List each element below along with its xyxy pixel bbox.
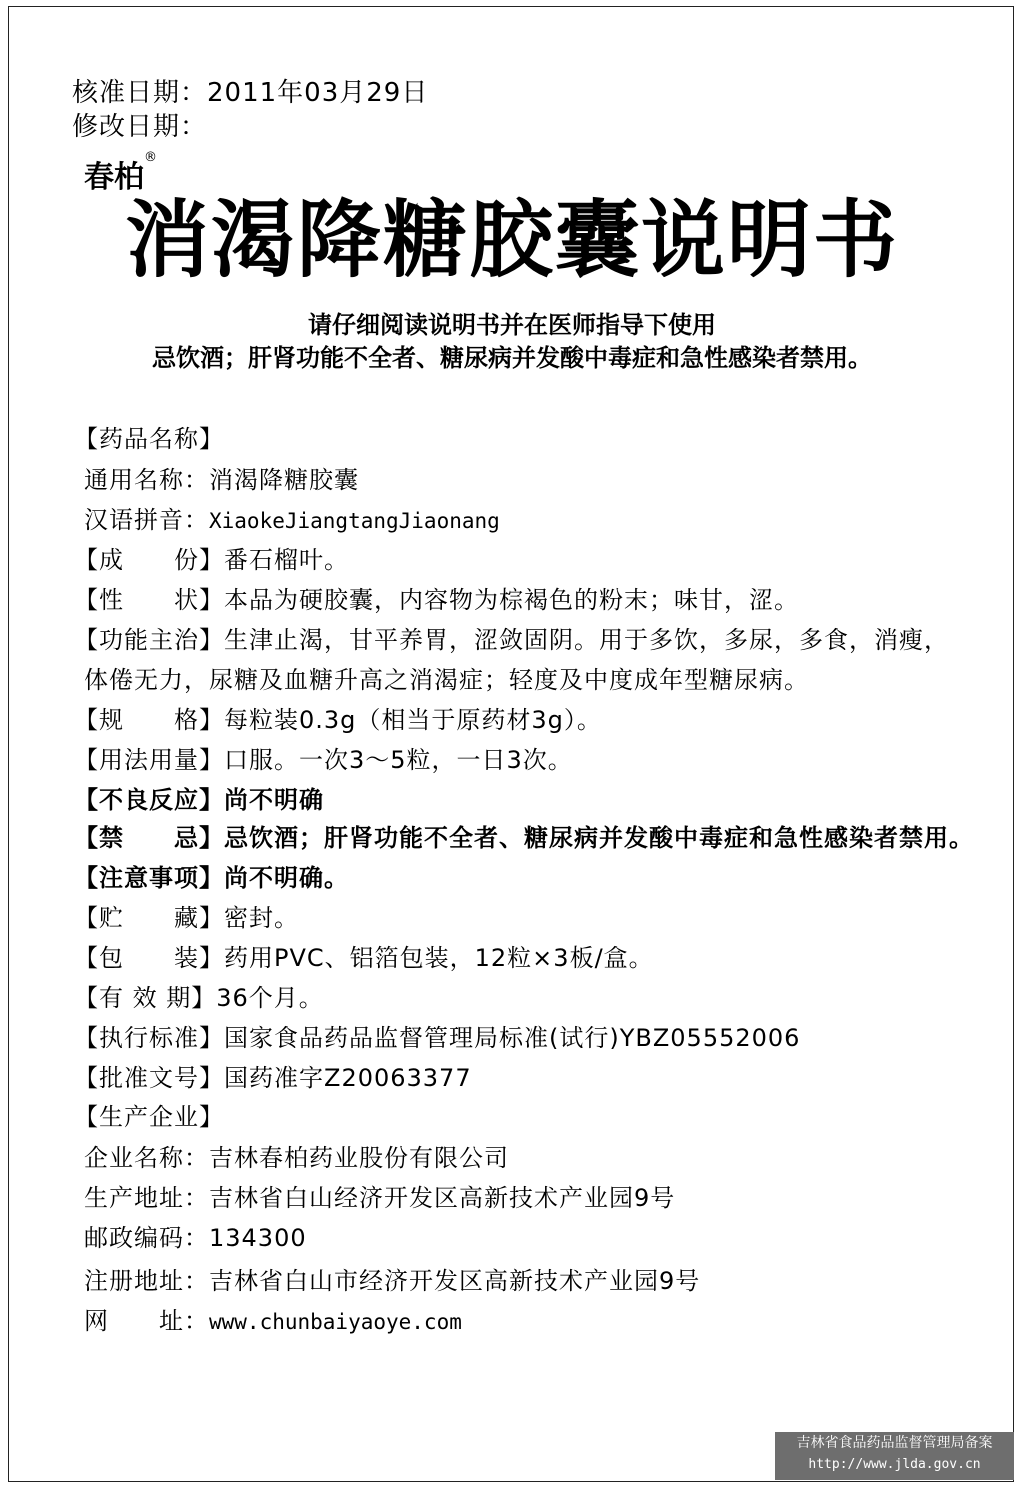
- pinyin-row: [84, 505, 500, 536]
- approval-number-heading: 【批准文号】: [74, 1064, 224, 1092]
- registered-address-row: [84, 1266, 700, 1296]
- generic-name-label: 通用名称：: [84, 466, 209, 494]
- usage-notice: 请仔细阅读说明书并在医师指导下使用: [308, 311, 716, 339]
- contraindication-row: [74, 823, 974, 853]
- validity-heading: 【有 效 期】: [74, 984, 217, 1012]
- filing-watermark: [775, 1432, 1014, 1480]
- brand-name: 春柏: [84, 160, 144, 195]
- registered-mark: ®: [144, 150, 157, 165]
- storage-heading: 【贮 藏】: [74, 904, 224, 932]
- character-heading: 【性 状】: [74, 586, 224, 614]
- standard-row: [74, 1023, 800, 1053]
- usage: 口服。一次3～5粒，一日3次。: [224, 746, 573, 774]
- pinyin-label: 汉语拼音：: [84, 506, 209, 534]
- revision-date-label: 修改日期：: [72, 112, 208, 142]
- usage-heading: 【用法用量】: [74, 746, 224, 774]
- generic-name: 消渴降糖胶囊: [209, 466, 359, 494]
- filing-authority: 吉林省食品药品监督管理局备案: [796, 1435, 993, 1451]
- ingredients-heading: 【成 份】: [74, 546, 224, 574]
- usage-row: [74, 745, 573, 775]
- pinyin: XiaokeJiangtangJiaonang: [209, 509, 500, 533]
- function-row: [74, 625, 949, 655]
- generic-name-row: [84, 465, 359, 495]
- ingredients: 番石榴叶。: [224, 546, 349, 574]
- registered-address: 吉林省白山市经济开发区高新技术产业园9号: [209, 1267, 701, 1295]
- postcode-label: 邮政编码：: [84, 1224, 209, 1252]
- company: 吉林春柏药业股份有限公司: [209, 1144, 509, 1172]
- package: 药用PVC、铝箔包装，12粒×3板/盒。: [224, 944, 654, 972]
- standard-heading: 【执行标准】: [74, 1024, 224, 1052]
- company-label: 企业名称：: [84, 1144, 209, 1172]
- approval-date-line: [72, 78, 428, 108]
- ingredients-row: [74, 545, 349, 575]
- address-label: 生产地址：: [84, 1184, 209, 1212]
- approval-number-row: [74, 1063, 472, 1093]
- filing-url: http://www.jlda.gov.cn: [808, 1457, 981, 1472]
- precautions-heading: 【注意事项】: [74, 864, 224, 892]
- website-label: 网 址：: [84, 1307, 209, 1335]
- spec-row: [74, 705, 602, 735]
- adverse-heading: 【不良反应】: [74, 786, 224, 814]
- spec: 每粒装0.3g（相当于原药材3g）。: [224, 706, 602, 734]
- storage: 密封。: [224, 904, 299, 932]
- registered-address-label: 注册地址：: [84, 1267, 209, 1295]
- company-row: [84, 1143, 509, 1173]
- adverse: 尚不明确: [224, 786, 324, 814]
- precautions-row: [74, 863, 349, 893]
- top-warning: 忌饮酒；肝肾功能不全者、糖尿病并发酸中毒症和急性感染者禁用。: [152, 344, 872, 372]
- function-line-2: 体倦无力，尿糖及血糖升高之消渴症；轻度及中度成年型糖尿病。: [84, 666, 809, 694]
- approval-date: 2011年03月29日: [207, 78, 429, 108]
- approval-date-label: 核准日期：: [72, 78, 208, 108]
- package-heading: 【包 装】: [74, 944, 224, 972]
- package-row: [74, 943, 654, 973]
- postcode: 134300: [209, 1224, 307, 1252]
- approval-number: 国药准字Z20063377: [224, 1064, 472, 1092]
- document-title: 消渴降糖胶囊说明书: [124, 191, 899, 289]
- spec-heading: 【规 格】: [74, 706, 224, 734]
- standard: 国家食品药品监督管理局标准(试行)YBZ05552006: [224, 1024, 801, 1052]
- address: 吉林省白山经济开发区高新技术产业园9号: [209, 1184, 676, 1212]
- contraindication-heading: 【禁 忌】: [74, 824, 224, 852]
- contraindication: 忌饮酒；肝肾功能不全者、糖尿病并发酸中毒症和急性感染者禁用。: [224, 824, 974, 852]
- website-row: [84, 1306, 462, 1337]
- address-row: [84, 1183, 675, 1213]
- website: www.chunbaiyaoye.com: [209, 1310, 462, 1334]
- revision-date-line: [72, 112, 207, 142]
- function-heading: 【功能主治】: [74, 626, 224, 654]
- postcode-row: [84, 1223, 307, 1253]
- drug-name-heading: 【药品名称】: [74, 425, 224, 453]
- storage-row: [74, 903, 299, 933]
- adverse-row: [74, 785, 324, 815]
- character-row: [74, 585, 799, 615]
- validity: 36个月。: [216, 984, 324, 1012]
- function-line-1: 生津止渴，甘平养胃，涩敛固阴。用于多饮，多尿，多食，消瘦，: [224, 626, 949, 654]
- manufacturer-heading: 【生产企业】: [74, 1103, 224, 1131]
- validity-row: [74, 983, 324, 1013]
- precautions: 尚不明确。: [224, 864, 349, 892]
- character: 本品为硬胶囊，内容物为棕褐色的粉末；味甘，涩。: [224, 586, 799, 614]
